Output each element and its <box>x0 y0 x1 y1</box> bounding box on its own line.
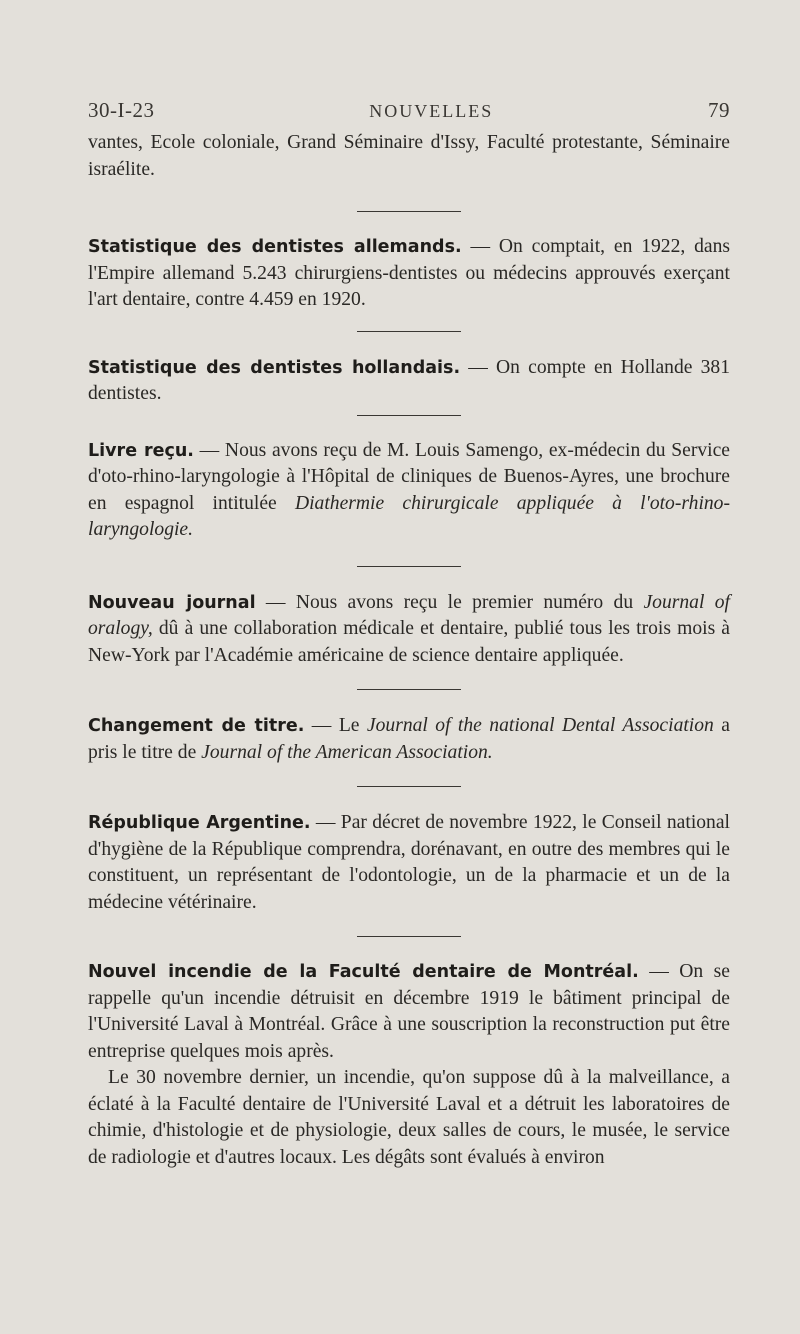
news-item-book-received <box>88 438 730 544</box>
item-heading: République Argentine. <box>88 813 311 833</box>
separator-rule <box>357 566 461 567</box>
item-body: — On compte en Hollande 381 dentistes. <box>88 356 730 404</box>
issue-date: 30-I-23 <box>88 98 155 122</box>
item-body: — Nous avons reçu le premier numéro du <box>255 591 644 613</box>
running-header <box>88 98 730 128</box>
separator-rule <box>357 936 461 937</box>
news-item-new-journal <box>88 590 730 670</box>
item-heading: Statistique des dentistes allemands. <box>88 237 462 257</box>
item-heading: Nouvel incendie de la Faculté dentaire de Montréal. <box>88 962 639 982</box>
news-item-montreal-fire-continued: Le 30 novembre dernier, un incendie, qu'on suppose dû à la malveillance, a éclaté à la Faculté dentaire de l'Université Laval et a détruit les laboratoires de chimie, d'histologie et de physiologie, deux salles de cours, le musée, le service de radiologie et d'autres locaux. Les dégâts sont évalués à environ <box>88 1067 730 1168</box>
item-heading: Livre reçu. <box>88 440 194 461</box>
old-journal-title: Journal of the national Dental Association <box>366 715 714 736</box>
item-heading: Statistique des dentistes hollandais. <box>88 357 461 378</box>
news-item-dutch-dentists <box>88 355 730 408</box>
continuation-paragraph: vantes, Ecole coloniale, Grand Séminaire d'Issy, Faculté protestante, Séminaire israélite. <box>88 132 730 180</box>
item-body: — Par décret de novembre 1922, le Conseil national d'hygiène de la République comprendra, dorénavant, en outre des membres qui le constituent, un représentant de l'odontologie, un de la pharmacie et un de la médecine vétérinaire. <box>88 812 730 913</box>
item-body-tail: a pris le titre de <box>88 715 730 763</box>
section-title: NOUVELLES <box>369 101 494 121</box>
item-body: — On comptait, en 1922, dans l'Empire allemand 5.243 chirurgiens-dentistes ou médecins approuvés exerçant l'art dentaire, contre 4.459 en 1920. <box>88 236 730 310</box>
item-body: — Nous avons reçu de M. Louis Samengo, ex-médecin du Service d'oto-rhino-laryngologie à l'Hôpital de cliniques de Buenos-Ayres, une brochure en espagnol intitulée <box>88 439 730 514</box>
separator-rule <box>357 211 461 212</box>
separator-rule <box>357 786 461 787</box>
separator-rule <box>357 689 461 690</box>
separator-rule <box>357 331 461 332</box>
journal-title: Journal of oralogy, <box>88 591 730 639</box>
news-item-montreal-fire <box>88 959 730 1065</box>
item-heading: Changement de titre. <box>88 716 305 736</box>
item-body: — On se rappelle qu'un incendie détruisit en décembre 1919 le bâtiment principal de l'Université Laval à Montréal. Grâce à une souscription la reconstruction put être entreprise quelques mois après. <box>88 961 730 1062</box>
separator-rule <box>357 415 461 416</box>
item-body: — Le <box>304 715 367 736</box>
item-body-tail: dû à une collaboration médicale et dentaire, publié tous les trois mois à New-York par l'Académie américaine de science dentaire appliquée. <box>88 618 730 666</box>
news-item-title-change <box>88 713 730 766</box>
news-item-argentina <box>88 810 730 916</box>
item-heading: Nouveau journal <box>88 592 256 613</box>
news-item-german-dentists <box>88 234 730 314</box>
page-number: 79 <box>707 98 730 122</box>
book-title: Diathermie chirurgicale appliquée à l'oto-rhino-laryngologie. <box>88 492 731 540</box>
new-journal-title: Journal of the American Association. <box>201 741 493 763</box>
